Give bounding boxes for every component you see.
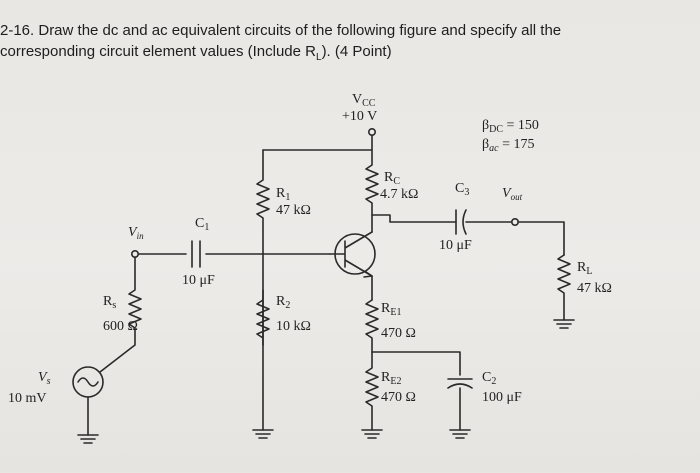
rl-wire (518, 222, 564, 255)
rc-label: $R_C$ (384, 170, 401, 187)
collector-output-wire (372, 215, 512, 222)
c2-value: 100 μF (482, 390, 522, 405)
re1-label: $R_{E1}$ (381, 301, 402, 318)
question-line-2-sub: L (316, 52, 322, 63)
r2-label: $R_2$ (276, 294, 291, 311)
re2-label: $R_{E2}$ (381, 370, 402, 387)
question-line-1: 2-16. Draw the dc and ac equivalent circuits of the following figure and specify all the (0, 22, 562, 39)
vin-label: $V_{in}$ (128, 225, 144, 241)
re1-resistor (366, 300, 378, 352)
beta-dc: $\beta_{DC} = 150$ (482, 118, 539, 135)
c1-value: 10 μF (182, 273, 215, 288)
c3-label: $C_3$ (455, 181, 470, 198)
beta-ac: $\beta_{ac} = 175$ (482, 137, 535, 154)
c1-label: $C_1$ (195, 216, 210, 233)
rs-resistor (100, 257, 141, 372)
r2-ground-icon (253, 430, 273, 438)
re1-value: 470 Ω (381, 326, 416, 341)
r2-resistor (257, 290, 269, 430)
r2-value: 10 kΩ (276, 319, 311, 334)
vs-ground-icon (78, 435, 98, 443)
rl-label: $R_L$ (577, 260, 593, 277)
re2-ground-icon (362, 430, 382, 438)
r1-value: 47 kΩ (276, 203, 311, 218)
question-line-2-end: ). (4 Point) (321, 43, 392, 60)
rl-resistor (558, 255, 570, 320)
c2-label: $C_2$ (482, 370, 497, 387)
vout-label: $V_{out}$ (502, 186, 523, 202)
c2-capacitor (448, 379, 472, 430)
rs-value: 600 Ω (103, 319, 138, 334)
c3-capacitor (456, 210, 466, 234)
rl-ground-icon (554, 320, 574, 328)
vs-label: $V_s$ (38, 370, 51, 387)
re2-value: 470 Ω (381, 390, 416, 405)
vs-value: 10 mV (8, 391, 47, 406)
vcc-label: $V_{CC}$ (352, 92, 376, 109)
vs-sine-icon (78, 378, 98, 386)
c2-ground-icon (450, 430, 470, 438)
rl-value: 47 kΩ (577, 281, 612, 296)
transistor-npn-icon (330, 232, 372, 300)
circuit-labels (8, 92, 612, 406)
rs-label: $R_s$ (103, 294, 117, 311)
r1-label: $R_1$ (276, 186, 291, 203)
rc-value: 4.7 kΩ (380, 187, 419, 202)
question-line-2-text: corresponding circuit element values (Include R (0, 43, 316, 60)
re2-resistor (366, 352, 378, 430)
vcc-value: +10 V (342, 109, 378, 124)
c1-capacitor (192, 241, 200, 267)
vcc-rail (263, 135, 372, 150)
rc-resistor (366, 150, 378, 232)
c3-value: 10 μF (439, 238, 472, 253)
